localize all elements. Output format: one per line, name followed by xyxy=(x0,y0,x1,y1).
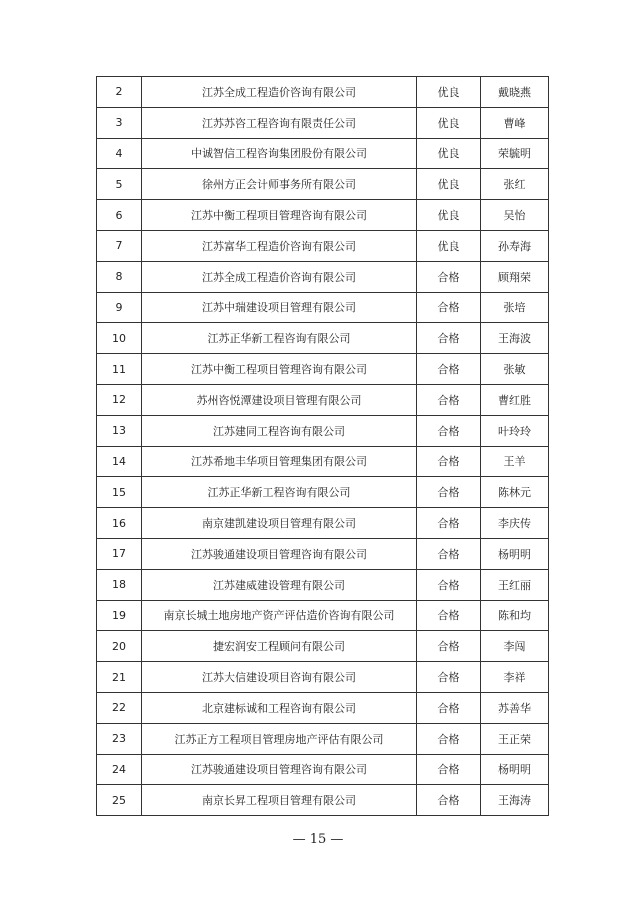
table-row xyxy=(97,446,549,477)
company-cell: 江苏骏通建设项目管理咨询有限公司 xyxy=(142,538,417,569)
row-number-cell: 3 xyxy=(97,107,142,138)
company-cell: 中诚智信工程咨询集团股份有限公司 xyxy=(142,138,417,169)
person-name-cell: 荣毓明 xyxy=(481,138,549,169)
person-name-cell: 曹红胜 xyxy=(481,384,549,415)
person-name-cell: 杨明明 xyxy=(481,538,549,569)
company-cell: 江苏建同工程咨询有限公司 xyxy=(142,415,417,446)
table-row xyxy=(97,384,549,415)
company-cell: 江苏大信建设项目咨询有限公司 xyxy=(142,662,417,693)
grade-cell: 合格 xyxy=(417,600,481,631)
table-row xyxy=(97,77,549,108)
person-name-cell: 曹峰 xyxy=(481,107,549,138)
person-name-cell: 吴怡 xyxy=(481,200,549,231)
person-name-cell: 王正荣 xyxy=(481,723,549,754)
table-row xyxy=(97,354,549,385)
grade-cell: 优良 xyxy=(417,169,481,200)
row-number-cell: 10 xyxy=(97,323,142,354)
table-row xyxy=(97,569,549,600)
table-row xyxy=(97,323,549,354)
grade-cell: 合格 xyxy=(417,662,481,693)
company-cell: 江苏全成工程造价咨询有限公司 xyxy=(142,261,417,292)
row-number-cell: 15 xyxy=(97,477,142,508)
company-cell: 江苏富华工程造价咨询有限公司 xyxy=(142,230,417,261)
results-table-body xyxy=(97,77,549,816)
row-number-cell: 14 xyxy=(97,446,142,477)
row-number-cell: 12 xyxy=(97,384,142,415)
page-number: — 15 — xyxy=(292,832,344,847)
table-row xyxy=(97,415,549,446)
person-name-cell: 杨明明 xyxy=(481,754,549,785)
row-number-cell: 22 xyxy=(97,692,142,723)
row-number-cell: 24 xyxy=(97,754,142,785)
row-number-cell: 25 xyxy=(97,785,142,816)
row-number-cell: 5 xyxy=(97,169,142,200)
grade-cell: 合格 xyxy=(417,323,481,354)
company-cell: 江苏全成工程造价咨询有限公司 xyxy=(142,77,417,108)
grade-cell: 合格 xyxy=(417,384,481,415)
person-name-cell: 王羊 xyxy=(481,446,549,477)
person-name-cell: 王海波 xyxy=(481,323,549,354)
person-name-cell: 张培 xyxy=(481,292,549,323)
company-cell: 江苏希地丰华项目管理集团有限公司 xyxy=(142,446,417,477)
company-cell: 江苏中瑞建设项目管理有限公司 xyxy=(142,292,417,323)
grade-cell: 优良 xyxy=(417,200,481,231)
table-row xyxy=(97,200,549,231)
row-number-cell: 9 xyxy=(97,292,142,323)
company-cell: 江苏中衡工程项目管理咨询有限公司 xyxy=(142,354,417,385)
table-row xyxy=(97,631,549,662)
grade-cell: 合格 xyxy=(417,354,481,385)
row-number-cell: 16 xyxy=(97,508,142,539)
person-name-cell: 陈林元 xyxy=(481,477,549,508)
grade-cell: 合格 xyxy=(417,785,481,816)
grade-cell: 合格 xyxy=(417,292,481,323)
company-cell: 苏州咨悦潭建设项目管理有限公司 xyxy=(142,384,417,415)
person-name-cell: 李祥 xyxy=(481,662,549,693)
person-name-cell: 张红 xyxy=(481,169,549,200)
row-number-cell: 13 xyxy=(97,415,142,446)
grade-cell: 合格 xyxy=(417,446,481,477)
company-cell: 江苏正方工程项目管理房地产评估有限公司 xyxy=(142,723,417,754)
table-row xyxy=(97,261,549,292)
person-name-cell: 李闯 xyxy=(481,631,549,662)
grade-cell: 合格 xyxy=(417,477,481,508)
row-number-cell: 8 xyxy=(97,261,142,292)
grade-cell: 合格 xyxy=(417,415,481,446)
results-table xyxy=(96,76,549,816)
grade-cell: 合格 xyxy=(417,508,481,539)
company-cell: 北京建标诚和工程咨询有限公司 xyxy=(142,692,417,723)
grade-cell: 优良 xyxy=(417,77,481,108)
table-row xyxy=(97,662,549,693)
person-name-cell: 戴晓燕 xyxy=(481,77,549,108)
table-row xyxy=(97,138,549,169)
row-number-cell: 7 xyxy=(97,230,142,261)
row-number-cell: 11 xyxy=(97,354,142,385)
company-cell: 江苏中衡工程项目管理咨询有限公司 xyxy=(142,200,417,231)
person-name-cell: 陈和均 xyxy=(481,600,549,631)
row-number-cell: 21 xyxy=(97,662,142,693)
table-row xyxy=(97,230,549,261)
table-row xyxy=(97,785,549,816)
row-number-cell: 6 xyxy=(97,200,142,231)
grade-cell: 优良 xyxy=(417,138,481,169)
company-cell: 南京建凯建设项目管理有限公司 xyxy=(142,508,417,539)
grade-cell: 合格 xyxy=(417,569,481,600)
row-number-cell: 4 xyxy=(97,138,142,169)
grade-cell: 合格 xyxy=(417,261,481,292)
table-row xyxy=(97,600,549,631)
table-row xyxy=(97,508,549,539)
table-row xyxy=(97,107,549,138)
table-row xyxy=(97,692,549,723)
person-name-cell: 苏善华 xyxy=(481,692,549,723)
grade-cell: 合格 xyxy=(417,692,481,723)
table-row xyxy=(97,169,549,200)
row-number-cell: 23 xyxy=(97,723,142,754)
person-name-cell: 孙寿海 xyxy=(481,230,549,261)
row-number-cell: 19 xyxy=(97,600,142,631)
company-cell: 南京长城土地房地产资产评估造价咨询有限公司 xyxy=(142,600,417,631)
row-number-cell: 18 xyxy=(97,569,142,600)
person-name-cell: 王红丽 xyxy=(481,569,549,600)
table-row xyxy=(97,723,549,754)
company-cell: 江苏建威建设管理有限公司 xyxy=(142,569,417,600)
grade-cell: 合格 xyxy=(417,538,481,569)
person-name-cell: 王海涛 xyxy=(481,785,549,816)
company-cell: 江苏骏通建设项目管理咨询有限公司 xyxy=(142,754,417,785)
company-cell: 江苏正华新工程咨询有限公司 xyxy=(142,477,417,508)
company-cell: 捷宏润安工程顾问有限公司 xyxy=(142,631,417,662)
table-row xyxy=(97,477,549,508)
grade-cell: 合格 xyxy=(417,723,481,754)
person-name-cell: 顾翔荣 xyxy=(481,261,549,292)
person-name-cell: 李庆传 xyxy=(481,508,549,539)
grade-cell: 合格 xyxy=(417,754,481,785)
table-row xyxy=(97,538,549,569)
grade-cell: 合格 xyxy=(417,631,481,662)
table-row xyxy=(97,754,549,785)
person-name-cell: 叶玲玲 xyxy=(481,415,549,446)
row-number-cell: 2 xyxy=(97,77,142,108)
grade-cell: 优良 xyxy=(417,230,481,261)
row-number-cell: 17 xyxy=(97,538,142,569)
company-cell: 江苏苏咨工程咨询有限责任公司 xyxy=(142,107,417,138)
company-cell: 江苏正华新工程咨询有限公司 xyxy=(142,323,417,354)
table-row xyxy=(97,292,549,323)
company-cell: 南京长昇工程项目管理有限公司 xyxy=(142,785,417,816)
person-name-cell: 张敏 xyxy=(481,354,549,385)
grade-cell: 优良 xyxy=(417,107,481,138)
company-cell: 徐州方正会计师事务所有限公司 xyxy=(142,169,417,200)
row-number-cell: 20 xyxy=(97,631,142,662)
